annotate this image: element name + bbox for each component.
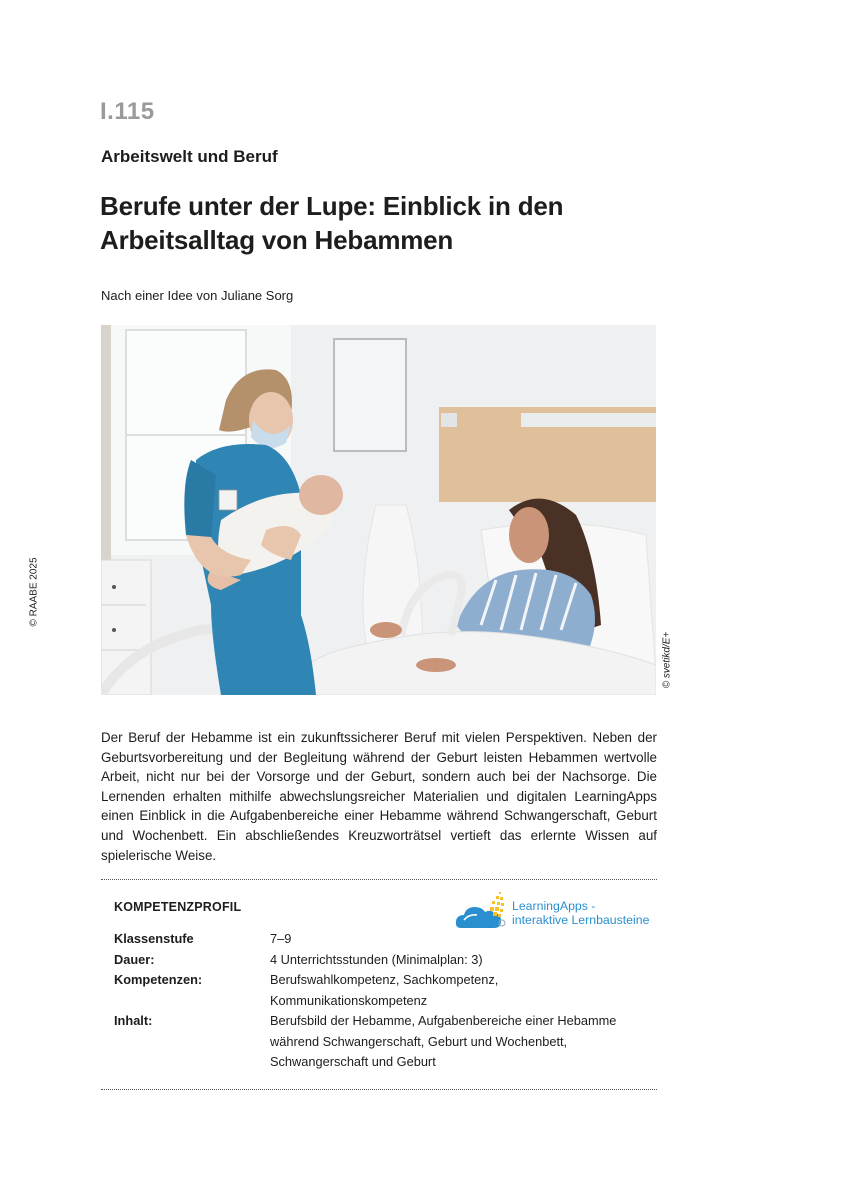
kp-value-line: 7–9 bbox=[270, 931, 292, 946]
kp-row-dauer bbox=[114, 950, 654, 971]
cloud-icon bbox=[455, 890, 515, 934]
kp-label: Inhalt: bbox=[114, 1013, 153, 1028]
photo-credit: © svetikd/E+ bbox=[661, 631, 673, 689]
photo-illustration bbox=[101, 325, 656, 695]
hero-photo bbox=[101, 325, 656, 695]
category-label: Arbeitswelt und Beruf bbox=[101, 147, 278, 166]
kp-label: Klassenstufe bbox=[114, 931, 194, 946]
logo-line-2: interaktive Lernbausteine bbox=[512, 912, 650, 927]
kp-value-line: Schwangerschaft und Geburt bbox=[270, 1054, 436, 1069]
learningapps-logo bbox=[455, 890, 660, 934]
kp-value bbox=[270, 970, 654, 1011]
kp-value-line: Berufswahlkompetenz, Sachkompetenz, bbox=[270, 972, 499, 987]
learningapps-logo-text bbox=[512, 900, 649, 927]
section-divider-top bbox=[101, 879, 657, 880]
kp-value bbox=[270, 929, 654, 950]
copyright-notice: © RAABE 2025 bbox=[28, 557, 40, 627]
section-divider-bottom bbox=[101, 1089, 657, 1090]
intro-paragraph: Der Beruf der Hebamme ist ein zukunftssicherer Beruf mit vielen Perspektiven. Neben der Geburtsvorbereitung und der Begleitung während der Geburt leisten Hebammen wertvolle Arbeit, nicht nur bei der Vorsorge und der Geburt, sondern auch bei der Nachsorge. Die Lernenden erhalten mithilfe abwechslungsreicher Materialien und digitalen LearningApps einen Einblick in die Aufgabenbereiche einer Hebamme während Schwangerschaft, Geburt und Wochenbett. Ein abschließendes Kreuzworträtsel vertieft das erlernte Wissen auf spielerische Weise. bbox=[101, 730, 657, 863]
kp-label: Kompetenzen: bbox=[114, 972, 203, 987]
kp-row-klassenstufe bbox=[114, 929, 654, 950]
kp-value-line: 4 Unterrichtsstunden (Minimalplan: 3) bbox=[270, 951, 483, 967]
kompetenzprofil-table bbox=[114, 929, 654, 1073]
kp-value-line: während Schwangerschaft, Geburt und Wochenbett, bbox=[270, 1033, 568, 1049]
kp-value bbox=[270, 950, 654, 971]
kp-label: Dauer: bbox=[114, 951, 155, 967]
document-number: I.115 bbox=[100, 98, 155, 125]
kp-row-inhalt bbox=[114, 1011, 654, 1073]
kp-value-line: Kommunikationskompetenz bbox=[270, 992, 428, 1008]
logo-line-1: LearningApps - bbox=[512, 899, 596, 913]
kompetenzprofil-heading: KOMPETENZPROFIL bbox=[114, 900, 242, 914]
kp-value-line: Berufsbild der Hebamme, Aufgabenbereiche einer Hebamme bbox=[270, 1013, 617, 1028]
author-credit: Nach einer Idee von Juliane Sorg bbox=[101, 288, 294, 303]
kp-value bbox=[270, 1011, 654, 1073]
kp-row-kompetenzen bbox=[114, 970, 654, 1011]
page-title: Berufe unter der Lupe: Einblick in den Arbeitsalltag von Hebammen bbox=[100, 191, 564, 255]
